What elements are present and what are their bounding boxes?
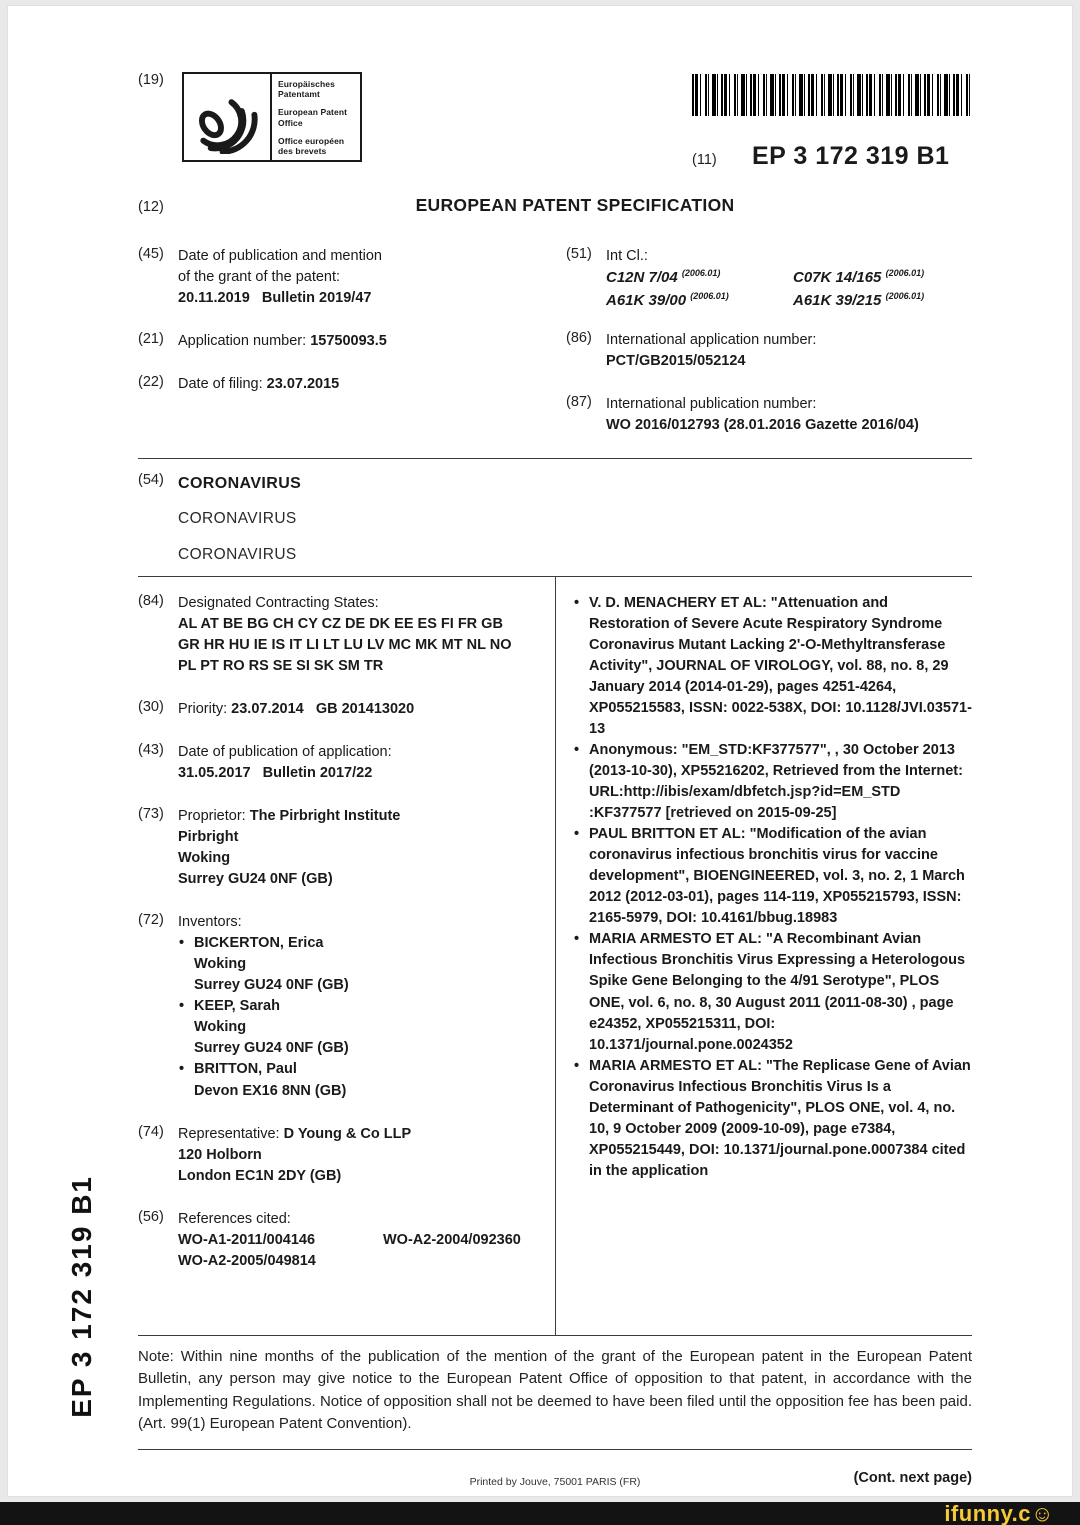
epo-swirl-icon [184, 74, 272, 160]
inventor-address: Surrey GU24 0NF (GB) [194, 977, 349, 994]
f45-line1: Date of publication and mention [178, 248, 382, 264]
inventor-item [178, 1059, 541, 1101]
continuation-notice: (Cont. next page) [853, 1469, 972, 1486]
field-43-publication-of-application [138, 742, 541, 784]
inventor-name: • BRITTON, Paul [194, 1061, 297, 1078]
smiley-icon: ☺ [1031, 1502, 1054, 1525]
inventor-address: Woking [194, 1019, 247, 1036]
representative-name: D Young & Co LLP [283, 1125, 412, 1142]
inventor-address: Surrey GU24 0NF (GB) [194, 1040, 349, 1057]
field-54-invention-title [138, 459, 972, 576]
citation-item: • PAUL BRITTON ET AL: "Modification of the avian coronavirus infectious bronchitis virus for vaccine development", BIOENGINEERED, vol. 3, no. 2, 1 March 2012 (2012-03-01), pages 114-119, XP055215793, ISSN: 2165-5979, DOI: 10.4161/bbug.18983 [573, 824, 972, 929]
inid-21: (21) [138, 331, 164, 348]
side-publication-number: EP 3 172 319 B1 [66, 1175, 97, 1418]
patent-references [178, 1230, 541, 1272]
f22-value: 23.07.2015 [266, 376, 340, 393]
f43-value: 31.05.2017 Bulletin 2017/22 [178, 765, 373, 782]
watermark-bar [0, 1502, 1080, 1525]
field-30-priority [138, 699, 541, 720]
field-22-filing-date [138, 374, 566, 395]
f86-value: PCT/GB2015/052124 [606, 353, 746, 370]
f87-label: International publication number: [606, 396, 817, 413]
field-72-inventors [138, 912, 541, 1101]
office-name-de: Europäisches Patentamt [278, 79, 335, 100]
f30-label: Priority: [178, 701, 232, 718]
document-title: EUROPEAN PATENT SPECIFICATION [415, 195, 735, 215]
f45-value: 20.11.2019 Bulletin 2019/47 [178, 290, 372, 307]
invention-title-fr: CORONAVIRUS [178, 545, 297, 563]
classification-entry: A61K 39/215 $^{(2006.01)}$ [793, 290, 925, 309]
inventor-item [178, 996, 541, 1059]
inid-51: (51) [566, 246, 592, 262]
f30-value: 23.07.2014 GB 201413020 [231, 701, 415, 718]
publication-number: EP 3 172 319 B1 [752, 142, 950, 170]
inid-45: (45) [138, 246, 164, 262]
proprietor-name: The Pirbright Institute [249, 808, 401, 825]
watermark-text: ifunny.c [944, 1502, 1032, 1525]
title-row [138, 195, 972, 216]
f22-label: Date of filing: [178, 376, 267, 393]
classification-entry: C12N 7/04 $^{(2006.01)}$ [606, 268, 721, 287]
inid-72: (72) [138, 912, 164, 929]
inventor-address: Woking [194, 956, 247, 973]
inid-87: (87) [566, 394, 592, 411]
f84-states-line: PL PT RO RS SE SI SK SM TR [178, 658, 384, 675]
inventor-name: • BICKERTON, Erica [194, 935, 324, 952]
citation-item: • MARIA ARMESTO ET AL: "The Replicase Gene of Avian Coronavirus Infectious Bronchitis Virus Is a Determinant of Pathogenicity", PLOS ONE, vol. 4, no. 10, 9 October 2009 (2009-10-09), page e7384, XP055215449, DOI: 10.1371/journal.pone.0007384 cited in the application [573, 1056, 972, 1182]
classification-grid [606, 267, 972, 312]
f51-title: Int Cl.: [606, 248, 648, 264]
field-45-publication-date [138, 246, 566, 309]
classification-entry: A61K 39/00 $^{(2006.01)}$ [606, 290, 729, 309]
invention-title-de: CORONAVIRUS [178, 510, 297, 528]
representative-address: London EC1N 2DY (GB) [178, 1167, 342, 1184]
inid-73: (73) [138, 806, 164, 823]
inid-12: (12) [138, 199, 164, 215]
f72-label: Inventors: [178, 914, 242, 931]
citation-item: • Anonymous: "EM_STD:KF377577", , 30 October 2013 (2013-10-30), XP55216202, Retrieved from the Internet: URL:http://ibis/exam/dbfetch.jsp?id=EM_STD :KF377577 [retrieved on 2015-09-25] [573, 740, 972, 824]
f84-label: Designated Contracting States: [178, 595, 379, 612]
page-footer [138, 1450, 972, 1496]
document-header [138, 72, 972, 171]
inid-19: (19) [138, 72, 164, 88]
left-column [138, 577, 556, 1335]
field-21-application-number [138, 331, 566, 352]
inventor-item [178, 933, 541, 996]
f21-label: Application number: [178, 333, 311, 350]
printed-by: Printed by Jouve, 75001 PARIS (FR) [469, 1475, 641, 1488]
bibliographic-fields [138, 246, 972, 458]
inid-11: (11) [692, 152, 717, 168]
inid-54: (54) [138, 472, 164, 489]
field-86-intl-application [566, 330, 972, 372]
citation-list [573, 593, 972, 1181]
proprietor-address: Pirbright [178, 829, 239, 846]
f86-label: International application number: [606, 332, 817, 349]
right-column [556, 577, 972, 1335]
representative-address: 120 Holborn [178, 1146, 262, 1163]
field-84-designated-states [138, 593, 541, 677]
citation-item: • MARIA ARMESTO ET AL: "A Recombinant Avian Infectious Bronchitis Virus Expressing a Heterologous Spike Gene Belonging to the 4/91 Serotype", PLOS ONE, vol. 6, no. 8, 30 August 2011 (2011-08-30) , page e24352, XP055215311, DOI: 10.1371/journal.pone.0024352 [573, 929, 972, 1055]
inid-84: (84) [138, 593, 164, 610]
field-51-int-cl [566, 246, 972, 312]
patent-reference: WO-A1-2011/004146 [178, 1231, 316, 1248]
inid-74: (74) [138, 1123, 164, 1140]
proprietor-address: Woking [178, 850, 231, 867]
inid-22: (22) [138, 374, 164, 391]
office-name-en: European Patent Office [278, 107, 348, 128]
f87-value: WO 2016/012793 (28.01.2016 Gazette 2016/04) [606, 417, 919, 434]
inid-43: (43) [138, 742, 164, 759]
inid-86: (86) [566, 330, 592, 347]
citation-item: • V. D. MENACHERY ET AL: "Attenuation and Restoration of Severe Acute Respiratory Syndrome Coronavirus Mutant Lacking 2'-O-Methyltransferase Activity", JOURNAL OF VIROLOGY, vol. 88, no. 8, 29 January 2014 (2014-01-29), pages 4251-4264, XP055215583, ISSN: 0022-538X, DOI: 10.1128/JVI.03571-13 [573, 593, 972, 740]
patent-reference: WO-A2-2004/092360 [383, 1231, 521, 1248]
invention-title: CORONAVIRUS [178, 475, 302, 493]
f56-label: References cited: [178, 1210, 291, 1227]
opposition-note: Note: Within nine months of the publication of the mention of the grant of the European patent in the European Patent Bulletin, any person may give notice to the European Patent Office of opposition to that patent, in accordance with the Implementing Regulations. Notice of opposition shall not be deemed to have been filed until the opposition fee has been paid. (Art. 99(1) European Patent Convention). [138, 1348, 972, 1432]
inid-56: (56) [138, 1208, 164, 1225]
proprietor-address: Surrey GU24 0NF (GB) [178, 871, 333, 888]
field-74-representative [138, 1124, 541, 1187]
f84-states-line: AL AT BE BG CH CY CZ DE DK EE ES FI FR GB [178, 616, 503, 633]
lower-columns [138, 577, 972, 1335]
f73-label: Proprietor: [178, 808, 250, 825]
inid-30: (30) [138, 699, 164, 716]
f84-states-line: GR HR HU IE IS IT LI LT LU LV MC MK MT NL NO [178, 637, 512, 654]
field-56-references-cited [138, 1209, 541, 1272]
field-87-intl-publication [566, 394, 972, 436]
epo-logo [182, 72, 362, 162]
field-73-proprietor [138, 806, 541, 890]
f45-line2: of the grant of the patent: [178, 269, 341, 286]
inventors-list [178, 933, 541, 1101]
barcode [692, 74, 970, 116]
patent-reference: WO-A2-2005/049814 [178, 1252, 316, 1269]
inventor-name: • KEEP, Sarah [194, 998, 280, 1015]
epo-office-names [272, 74, 360, 160]
inventor-address: Devon EX16 8NN (GB) [194, 1082, 347, 1099]
office-name-fr: Office européen des brevets [278, 135, 345, 156]
f43-label: Date of publication of application: [178, 744, 392, 761]
classification-entry: C07K 14/165 $^{(2006.01)}$ [793, 268, 925, 287]
f21-value: 15750093.5 [310, 333, 387, 350]
f74-label: Representative: [178, 1125, 284, 1142]
patent-document-page [7, 5, 1073, 1497]
page-content [8, 6, 1072, 1496]
